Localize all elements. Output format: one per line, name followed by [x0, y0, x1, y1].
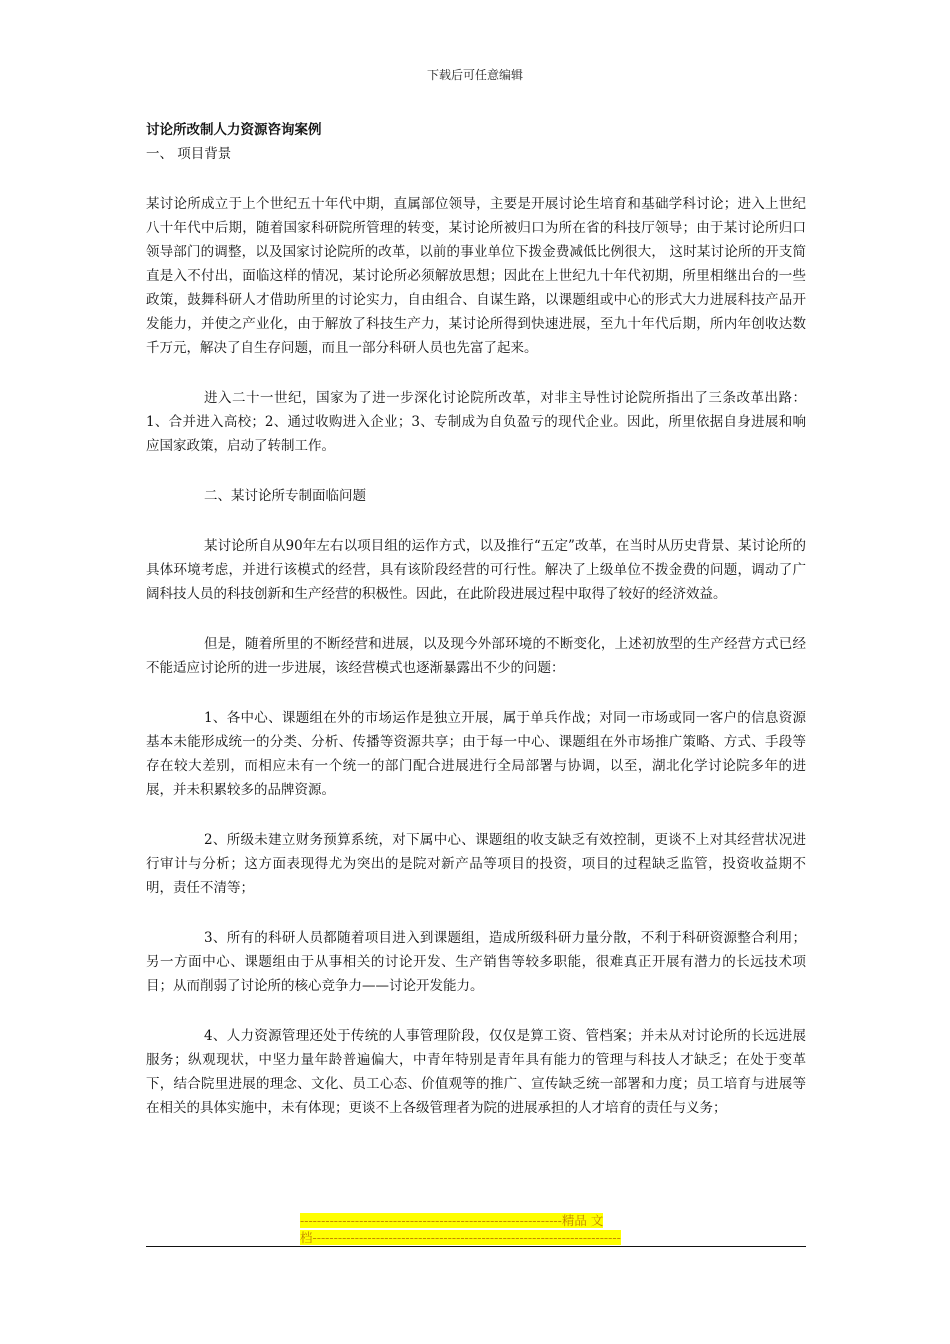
section-heading-background: 一、 项目背景 — [146, 146, 232, 162]
paragraph-1: 某讨论所成立于上个世纪五十年代中期，直属部位领导，主要是开展讨论生培育和基础学科讨论；进入上世纪八十年代中后期，随着国家科研院所管理的转变，某讨论所被归口为所在省的科技厅领导；由于某讨论所归口领导部门的调整，以及国家讨论院所的改革，以前的事业单位下拨金费减低比例很大， 这时某讨论所的开支简直是入不付出，面临这样的情况，某讨论所必须解放思想；因此在上世纪九十年代初期，所里相继出台的一些政策，鼓舞科研人才借助所里的讨论实力，自由组合、自谋生路，以课题组或中心的形式大力进展科技产品开发能力，并使之产业化，由于解放了科技生产力，某讨论所得到快速进展，至九十年代后期，所内年创收达数千万元，解决了自生存问题，而且一部分科研人员也先富了起来。 — [146, 196, 806, 356]
section-heading-problems: 二、某讨论所专制面临问题 — [204, 488, 366, 504]
footer-text-2: 档------------------------------------------------------------------------- — [300, 1230, 621, 1245]
paragraph-5: 1、各中心、课题组在外的市场运作是独立开展，属于单兵作战；对同一市场或同一客户的信息资源基本未能形成统一的分类、分析、传播等资源共享；由于每一中心、课题组在外市场推广策略、方式、手段等存在较大差别，而相应未有一个统一的部门配合进展进行全局部署与协调，以至，湖北化学讨论院多年的进展，并未积累较多的品牌资源。 — [146, 710, 806, 798]
paragraph-4: 但是，随着所里的不断经营和进展，以及现今外部环境的不断变化，上述初放型的生产经营方式已经不能适应讨论所的进一步进展，该经营模式也逐渐暴露出不少的问题： — [146, 636, 806, 676]
paragraph-2: 进入二十一世纪，国家为了进一步深化讨论院所改革，对非主导性讨论院所指出了三条改革出路：1、合并进入高校；2、通过收购进入企业；3、专制成为自负盈亏的现代企业。因此，所里依据自身进展和响应国家政策，启动了转制工作。 — [146, 390, 806, 454]
paragraph-6: 2、所级未建立财务预算系统，对下属中心、课题组的收支缺乏有效控制，更谈不上对其经营状况进行审计与分析；这方面表现得尤为突出的是院对新产品等项目的投资，项目的过程缺乏监管，投资收益期不明，责任不清等； — [146, 832, 806, 896]
document-title: 讨论所改制人力资源咨询案例 — [146, 122, 322, 138]
page-header: 下载后可任意编辑 — [426, 68, 523, 82]
footer-line-1 — [300, 1212, 650, 1229]
footer-text-1: --------------------------------------------------------------精品 文 — [300, 1213, 604, 1228]
paragraph-7: 3、所有的科研人员都随着项目进入到课题组，造成所级科研力量分散，不利于科研资源整合利用；另一方面中心、课题组由于从事相关的讨论开发、生产销售等较多职能，很难真正开展有潜力的长远技术项目；从而削弱了讨论所的核心竞争力——讨论开发能力。 — [146, 930, 806, 994]
page-footer — [300, 1212, 650, 1246]
document-body — [146, 118, 806, 1146]
footer-divider — [146, 1246, 806, 1247]
paragraph-3: 某讨论所自从90年左右以项目组的运作方式，以及推行“五定”改革，在当时从历史背景、某讨论所的具体环境考虑，并进行该模式的经营，具有该阶段经营的可行性。解决了上级单位不拨金费的问题，调动了广阔科技人员的科技创新和生产经营的积极性。因此，在此阶段进展过程中取得了较好的经济效益。 — [146, 538, 806, 602]
footer-line-2 — [300, 1229, 650, 1246]
paragraph-8: 4、人力资源管理还处于传统的人事管理阶段，仅仅是算工资、管档案；并未从对讨论所的长远进展服务；纵观现状，中坚力量年龄普遍偏大，中青年特别是青年具有能力的管理与科技人才缺乏；在处于变革下，结合院里进展的理念、文化、员工心态、价值观等的推广、宣传缺乏统一部署和力度；员工培育与进展等在相关的具体实施中，未有体现；更谈不上各级管理者为院的进展承担的人才培育的责任与义务； — [146, 1028, 806, 1116]
